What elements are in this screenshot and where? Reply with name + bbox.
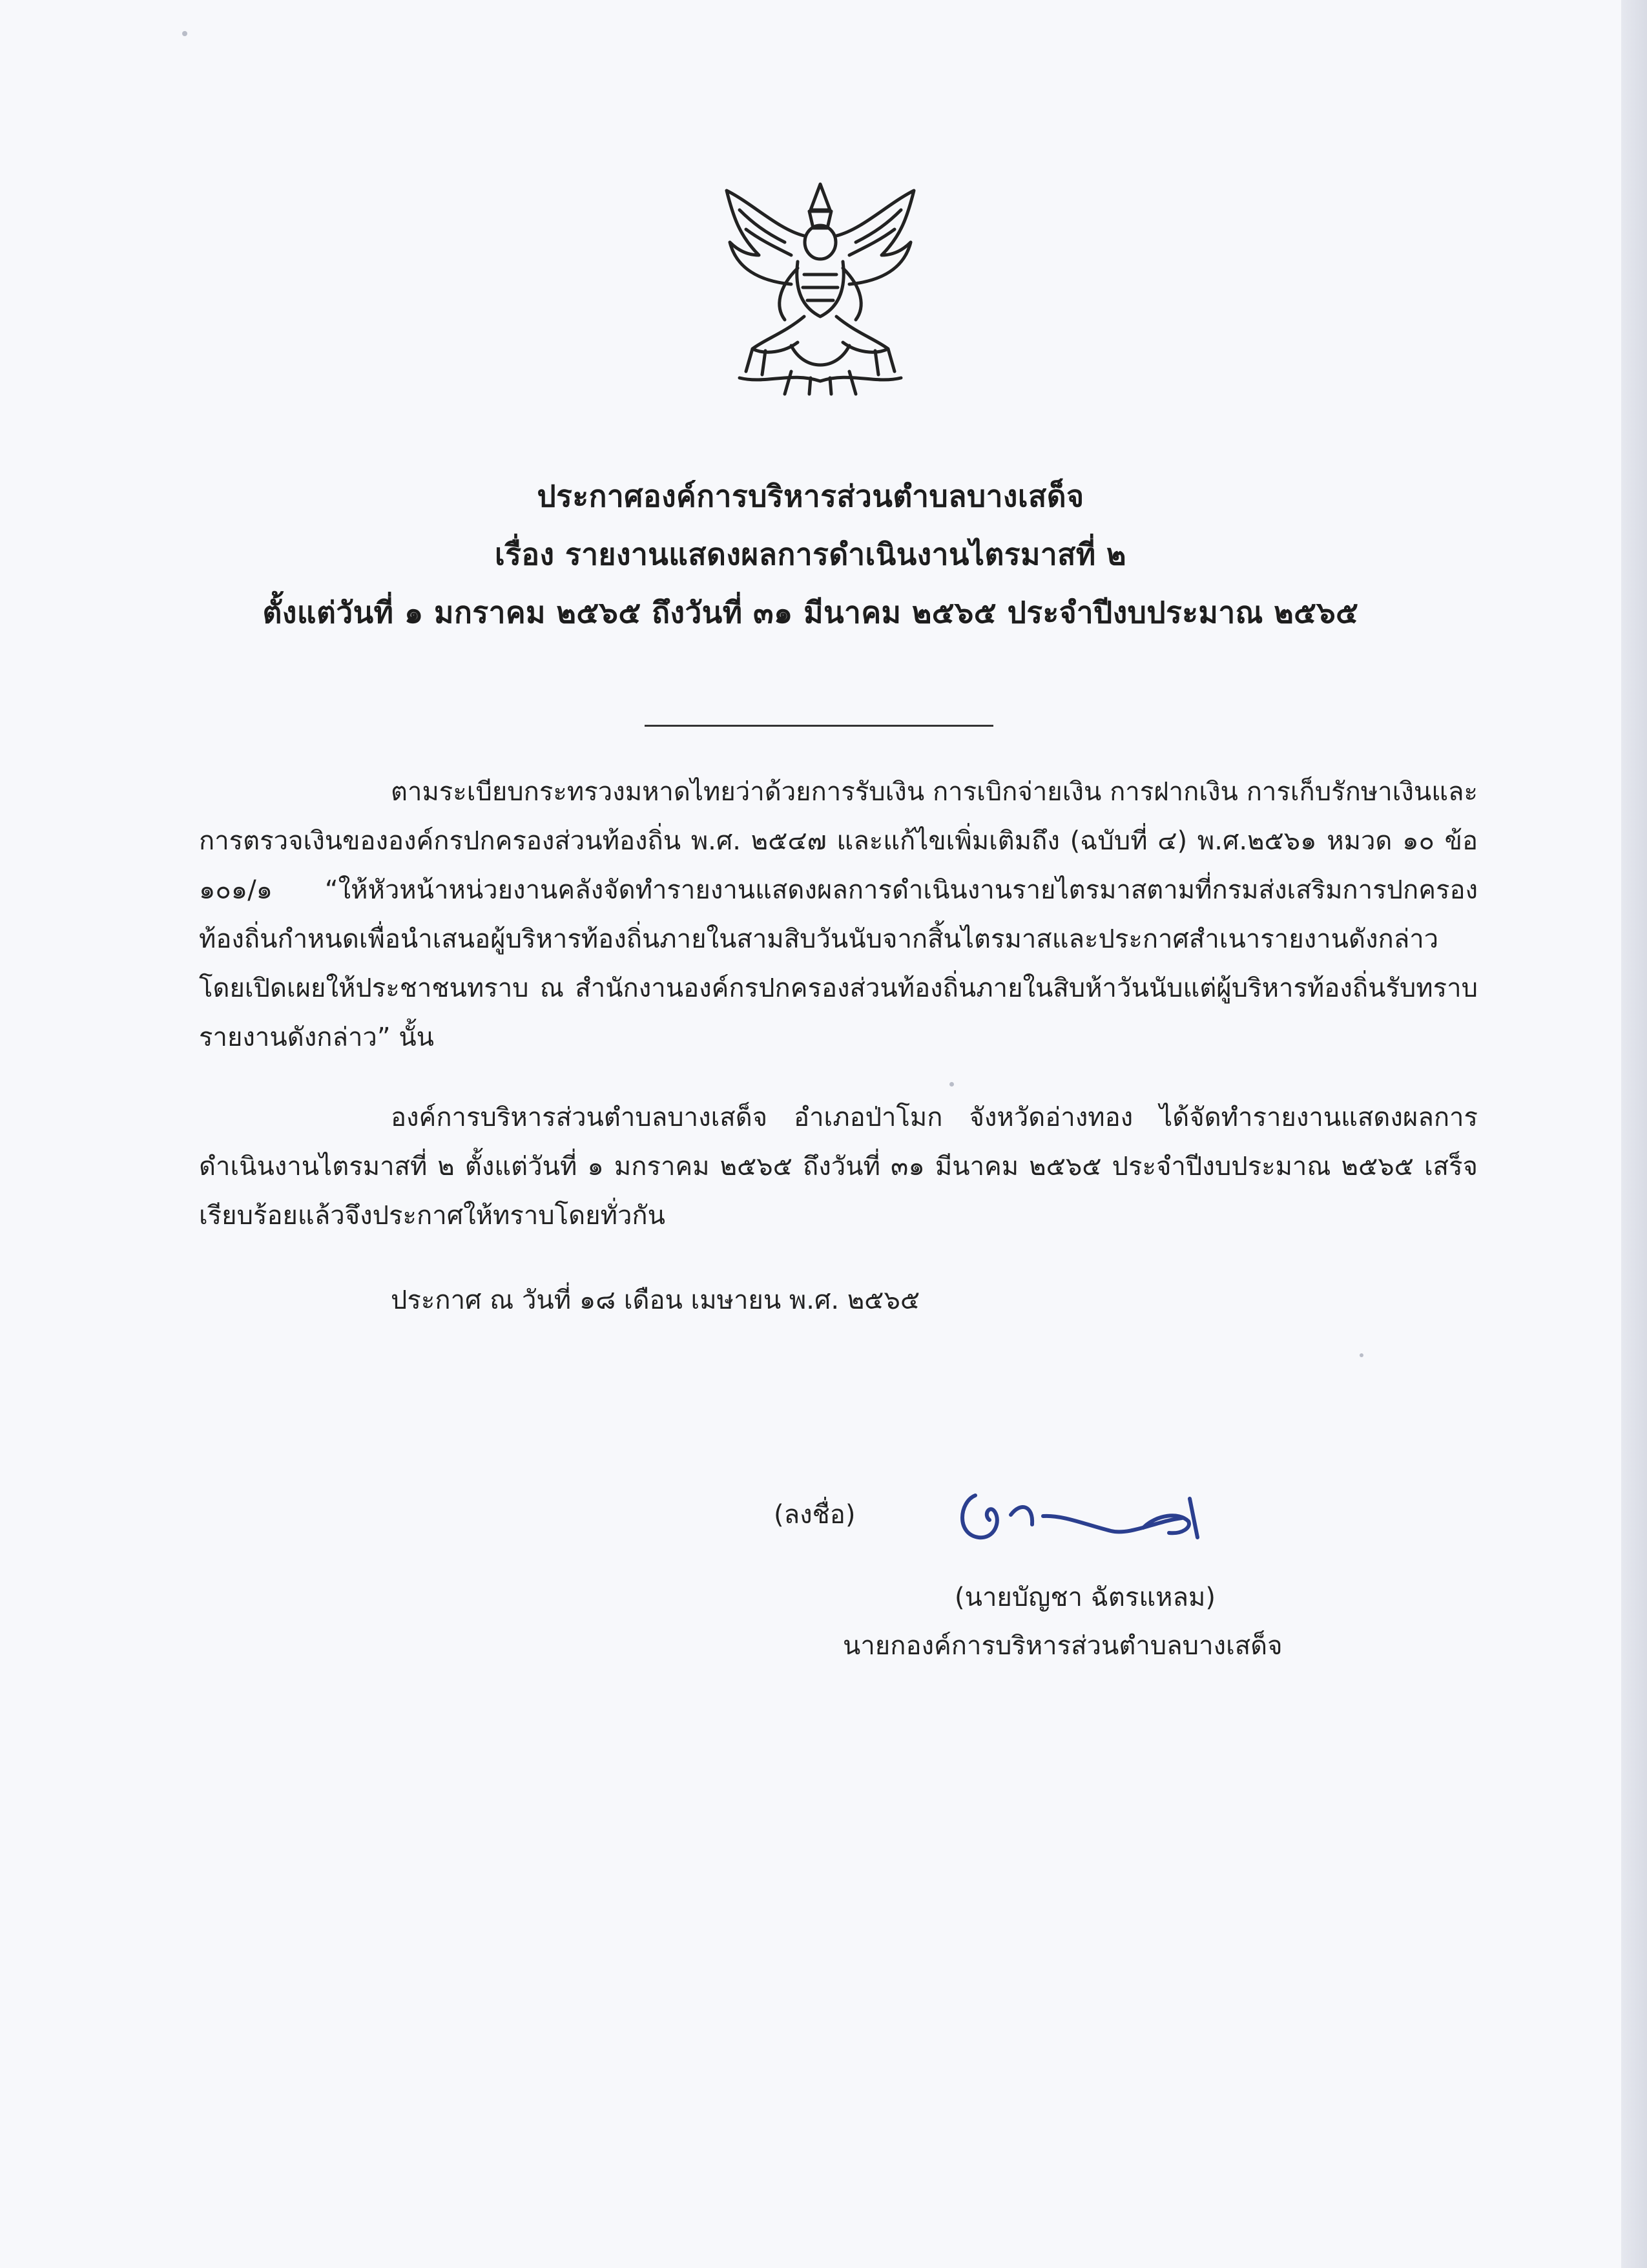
paragraph-1-text: ตามระเบียบกระทรวงมหาดไทยว่าด้วยการรับเงิน การเบิกจ่ายเงิน การฝากเงิน การเก็บรักษาเงินและการตรวจเงินขององค์กรปกครองส่วนท้องถิ่น พ.ศ. ๒๕๔๗ และแก้ไขเพิ่มเติมถึง (ฉบับที่ ๔) พ.ศ.๒๕๖๑ หมวด ๑๐ ข้อ ๑๐๑/๑ “ให้หัวหน้าหน่วยงานคลังจัดทำรายงานแสดงผลการดำเนินงานรายไตรมาสตามที่กรมส่งเสริมการปกครองท้องถิ่นกำหนดเพื่อนำเสนอผู้บริหารท้องถิ่นภายในสามสิบวันนับจากสิ้นไตรมาสและประกาศสำเนารายงานดังกล่าวโดยเปิดเผยให้ประชาชนทราบ ณ สำนักงานองค์กรปกครองส่วนท้องถิ่นภายในสิบห้าวันนับแต่ผู้บริหารท้องถิ่นรับทราบรายงานดังกล่าว” นั้น xyxy=(199,777,1478,1052)
body-paragraph-regulation xyxy=(199,767,1478,1062)
paragraph-2-text: องค์การบริหารส่วนตำบลบางเสด็จ อำเภอป่าโมก จังหวัดอ่างทอง ได้จัดทำรายงานแสดงผลการดำเนินงานไตรมาสที่ ๒ ตั้งแต่วันที่ ๑ มกราคม ๒๕๖๕ ถึงวันที่ ๓๑ มีนาคม ๒๕๖๕ ประจำปีงบประมาณ ๒๕๖๕ เสร็จเรียบร้อยแล้วจึงประกาศให้ทราบโดยทั่วกัน xyxy=(199,1103,1478,1231)
body-paragraph-announcement xyxy=(199,1093,1478,1240)
signer-name: (นายบัญชา ฉัตรแหลม) xyxy=(955,1583,1216,1612)
scan-edge xyxy=(1621,0,1647,2268)
title-subject: เรื่อง รายงานแสดงผลการดำเนินงานไตรมาสที่ ๒ xyxy=(494,537,1126,572)
title-divider xyxy=(645,725,993,727)
signer-position: นายกองค์การบริหารส่วนตำบลบางเสด็จ xyxy=(843,1631,1283,1661)
garuda-emblem xyxy=(714,178,927,397)
scan-speck xyxy=(1360,1353,1363,1357)
scan-speck xyxy=(949,1082,954,1087)
title-organization: ประกาศองค์การบริหารส่วนตำบลบางเสด็จ xyxy=(537,479,1084,514)
announcement-date: ประกาศ ณ วันที่ ๑๘ เดือน เมษายน พ.ศ. ๒๕๖๕ xyxy=(391,1285,920,1315)
scan-speck xyxy=(182,31,187,36)
title-period: ตั้งแต่วันที่ ๑ มกราคม ๒๕๖๕ ถึงวันที่ ๓๑ มีนาคม ๒๕๖๕ ประจำปีงบประมาณ ๒๕๖๕ xyxy=(262,595,1359,630)
signature-label: (ลงชื่อ) xyxy=(774,1500,856,1530)
handwritten-signature xyxy=(949,1476,1221,1554)
